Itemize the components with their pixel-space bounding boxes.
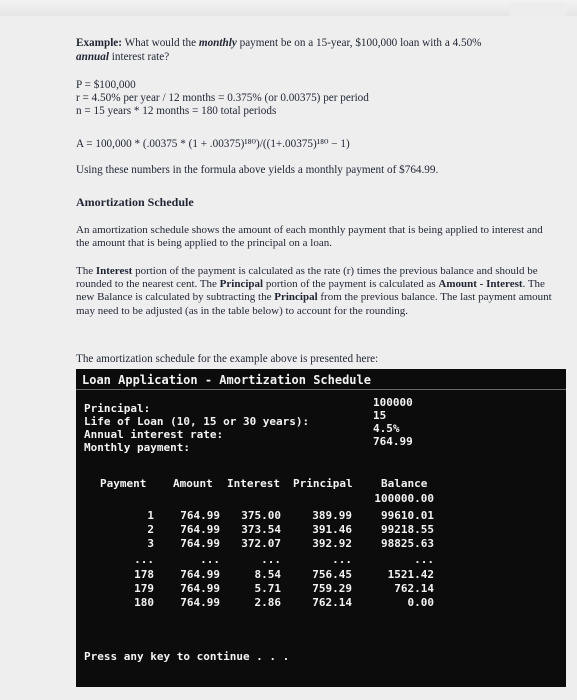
amount-cell: 764.99 — [180, 537, 220, 550]
explanation-text: . The new Balance is calculated by subtracting the — [76, 278, 545, 304]
console-title-bar — [76, 369, 566, 390]
balance-column-header: Balance — [381, 477, 428, 490]
amount-interest-term: Amount - Interest — [438, 278, 523, 291]
example-label: Example: — [76, 37, 122, 49]
continue-prompt[interactable]: Press any key to continue . . . — [84, 650, 290, 663]
question-part-c: interest rate? — [111, 51, 170, 63]
principal-label: Principal: — [84, 402, 151, 415]
question-part-b: payment be on a 15-year, $100,000 loan with a 4.50% — [239, 37, 482, 49]
interest-cell: 8.54 — [254, 568, 281, 581]
interest-cell: ... — [261, 553, 281, 566]
principal-term: Principal — [274, 291, 318, 304]
periods-definition: n = 15 years * 12 months = 180 total periods — [76, 105, 277, 117]
principal-cell: 756.45 — [312, 568, 352, 581]
calculation-explanation — [76, 265, 558, 318]
payment-column-header: Payment — [100, 477, 147, 490]
principal-cell: 389.99 — [312, 509, 352, 522]
explanation-text: portion of the payment is calculated as — [265, 278, 436, 291]
interest-cell: 373.54 — [241, 523, 281, 536]
payment-number: 180 — [134, 596, 154, 609]
payment-number: 178 — [134, 568, 154, 581]
principal-value: 100000 — [373, 396, 413, 409]
interest-cell: 375.00 — [241, 509, 281, 522]
amount-cell: 764.99 — [180, 568, 220, 581]
amortization-heading: Amortization Schedule — [76, 195, 194, 209]
rate-definition: r = 4.50% per year / 12 months = 0.375% (or 0.00375) per period — [76, 92, 369, 104]
principal-cell: 759.29 — [312, 582, 352, 595]
starting-balance: 100000.00 — [374, 492, 434, 505]
interest-rate-value: 4.5% — [373, 422, 400, 435]
monthly-payment-label: Monthly payment: — [84, 441, 190, 454]
payment-formula: A = 100,000 * (.00375 * (1 + .00375)¹⁸⁰)/((1+.00375)¹⁸⁰ − 1) — [76, 138, 350, 150]
principal-term: Principal — [219, 278, 264, 291]
balance-cell: ... — [414, 553, 434, 566]
explanation-text: portion of the payment is calculated as the rate (r) times the previous balance and should be rounded to the nearest cent. The — [76, 265, 538, 291]
console-window — [76, 369, 566, 687]
payment-number: ... — [134, 553, 154, 566]
amount-cell: 764.99 — [180, 596, 220, 609]
schedule-intro: The amortization schedule for the example above is presented here: — [76, 353, 379, 365]
payment-number: 179 — [134, 582, 154, 595]
interest-term: Interest — [95, 265, 133, 277]
principal-definition: P = $100,000 — [76, 79, 136, 91]
balance-cell: 99218.55 — [381, 523, 434, 536]
blank-tab[interactable] — [509, 2, 567, 16]
interest-column-header: Interest — [227, 477, 280, 490]
amount-column-header: Amount — [173, 477, 213, 490]
payment-result: Using these numbers in the formula above yields a monthly payment of $764.99. — [76, 164, 439, 176]
explanation-text: The — [76, 265, 94, 277]
principal-cell: 762.14 — [312, 596, 352, 609]
question-part-a: What would the — [124, 37, 197, 49]
question-annual: annual — [76, 51, 109, 63]
explanation-text: from the previous balance. The last payment amount may need to be adjusted (as in the table below) to account for the rounding. — [76, 291, 552, 317]
balance-cell: 762.14 — [394, 582, 434, 595]
example-question — [76, 37, 481, 50]
balance-cell: 1521.42 — [387, 568, 434, 581]
payment-number: 3 — [147, 537, 154, 550]
balance-cell: 98825.63 — [381, 537, 434, 550]
payment-number: 2 — [147, 523, 154, 536]
amount-cell: 764.99 — [180, 582, 220, 595]
console-title: Loan Application - Amortization Schedule — [82, 373, 371, 387]
amortization-intro: An amortization schedule shows the amount of each monthly payment that is being applied to interest and the amount that is being applied to the principal on a loan. — [76, 224, 543, 250]
interest-cell: 372.07 — [241, 537, 281, 550]
amount-cell: ... — [200, 553, 220, 566]
principal-column-header: Principal — [293, 477, 353, 490]
interest-rate-label: Annual interest rate: — [84, 428, 224, 441]
monthly-payment-value: 764.99 — [373, 435, 413, 448]
life-of-loan-value: 15 — [373, 409, 387, 422]
interest-cell: 2.86 — [254, 596, 281, 609]
principal-cell: ... — [332, 553, 352, 566]
example-question-line2 — [76, 51, 169, 64]
principal-cell: 392.92 — [312, 537, 352, 550]
question-monthly: monthly — [198, 37, 237, 49]
life-of-loan-label: Life of Loan (10, 15 or 30 years): — [84, 415, 310, 428]
payment-number: 1 — [147, 509, 154, 522]
balance-cell: 99610.01 — [381, 509, 434, 522]
principal-cell: 391.46 — [312, 523, 352, 536]
amount-cell: 764.99 — [180, 509, 220, 522]
interest-cell: 5.71 — [254, 582, 281, 595]
amount-cell: 764.99 — [180, 523, 220, 536]
balance-cell: 0.00 — [407, 596, 434, 609]
